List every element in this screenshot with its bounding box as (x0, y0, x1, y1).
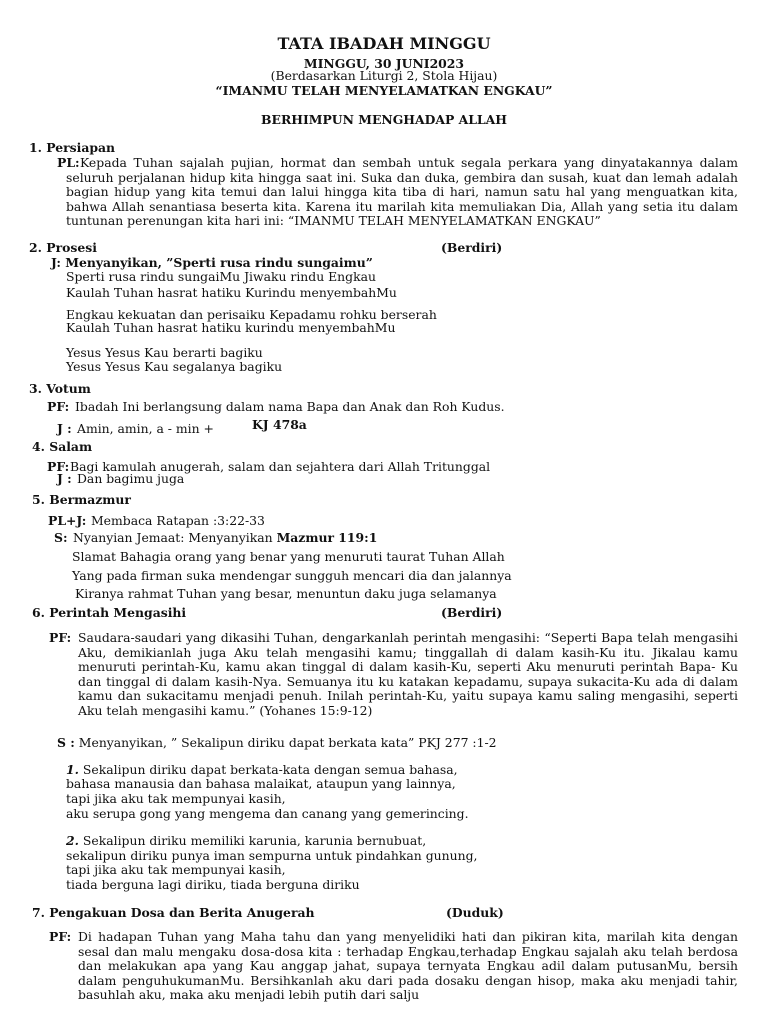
psalm-line: Kiranya rahmat Tuhan yang besar, menuntun daku juga selamanya (75, 586, 497, 601)
verse-line: bahasa manausia dan bahasa malaikat, ataupun yang lainnya, (66, 776, 456, 791)
verse-number: 1. (66, 762, 79, 777)
psalm-intro: Nyanyian Jemaat: Menyanyikan Mazmur 119:1 (73, 530, 378, 545)
pengakuan-text: Di hadapan Tuhan yang Maha tahu dan yang menyelidiki hati dan pikiran kita, marilah kita dengan sesal dan malu mengaku dosa-dosa kita : terhadap Engkau,terhadap Engkau sajalah aku telah berdosa dan melakukan apa yang Kau anggap jahat, supaya ternyata Engkau adil dalam putusanMu, bersih dalam penguhukumanMu. Bersihkanlah aku dari pada dosaku dengan hisop, maka aku menjadi tahir, basuhlah aku, maka aku menjadi lebih putih dari salju (78, 929, 738, 1003)
j-label: J : (57, 471, 72, 486)
song-line: Kaulah Tuhan hasrat hatiku Kurindu menyembahMu (66, 285, 397, 300)
heading-votum: 3. Votum (29, 381, 91, 396)
service-theme: “IMANMU TELAH MENYELAMATKAN ENGKAU” (215, 83, 553, 98)
song-line: Sperti rusa rindu sungaiMu Jiwaku rindu Engkau (66, 269, 376, 284)
reading-text: Membaca Ratapan :3:22-33 (91, 513, 265, 528)
verse-2 (66, 834, 426, 849)
posture-berdiri: (Berdiri) (441, 240, 503, 255)
service-date: MINGGU, 30 JUNI2023 (303, 56, 465, 71)
votum-text: Ibadah Ini berlangsung dalam nama Bapa dan Anak dan Roh Kudus. (75, 399, 505, 414)
song-intro: S : Menyanyikan, ” Sekalipun diriku dapat berkata kata” PKJ 277 :1-2 (57, 735, 497, 750)
heading-prosesi: 2. Prosesi (29, 240, 97, 255)
posture-duduk: (Duduk) (446, 905, 504, 920)
hymn-reference: KJ 478a (252, 417, 307, 432)
song-line: Yesus Yesus Kau segalanya bagiku (66, 359, 283, 374)
verse-line: Sekalipun diriku dapat berkata-kata dengan semua bahasa, (82, 762, 458, 777)
heading-bermazmur: 5. Bermazmur (32, 492, 131, 507)
psalm-line: Slamat Bahagia orang yang benar yang menuruti taurat Tuhan Allah (72, 549, 505, 564)
verse-number: 2. (66, 833, 79, 848)
section-title: BERHIMPUN MENGHADAP ALLAH (261, 112, 507, 127)
verse-line: Sekalipun diriku memiliki karunia, karunia bernubuat, (82, 833, 427, 848)
pl-j-label: PL+J: (48, 513, 87, 528)
heading-salam: 4. Salam (32, 439, 93, 454)
s-label: S: (54, 530, 68, 545)
liturgy-note: (Berdasarkan Liturgi 2, Stola Hijau) (270, 68, 498, 83)
salam-text: Bagi kamulah anugerah, salam dan sejahtera dari Allah Tritunggal (70, 459, 491, 474)
song-line: Yesus Yesus Kau berarti bagiku (66, 345, 263, 360)
heading-persiapan: 1. Persiapan (29, 140, 116, 155)
heading-perintah-mengasihi: 6. Perintah Mengasihi (32, 605, 187, 620)
heading-pengakuan-dosa: 7. Pengakuan Dosa dan Berita Anugerah (32, 905, 315, 920)
pf-label: PF: (49, 630, 72, 645)
song-line: Kaulah Tuhan hasrat hatiku kurindu menyembahMu (66, 320, 396, 335)
prosesi-song-title: J: Menyanyikan, ”Sperti rusa rindu sungaimu” (51, 255, 373, 270)
pf-label: PF: (47, 399, 70, 414)
verse-line: aku serupa gong yang mengema dan canang yang gemerincing. (66, 806, 469, 821)
psalm-reference: Mazmur 119:1 (276, 530, 378, 545)
salam-response: Dan bagimu juga (77, 471, 185, 486)
page-title: TATA IBADAH MINGGU (277, 34, 491, 53)
pf-label: PF: (49, 929, 72, 944)
perintah-text: Saudara-saudari yang dikasihi Tuhan, dengarkanlah perintah mengasihi: “Seperti Bapa telah mengasihi Aku, demikianlah juga Aku telah mengasihi kamu; tinggallah di dalam kasih-Ku itu. Jikalau kamu menuruti perintah-Ku, kamu akan tinggal di dalam kasih-Ku, seperti Aku menuruti perintah Bapa- Ku dan tinggal di dalam kasih-Nya. Semuanya itu ku katakan kepadamu, supaya sukacita-Ku ada di dalam kamu dan sukacitamu menjadi penuh. Inilah perintah-Ku, yaitu supaya kamu saling mengasihi, seperti Aku telah mengasihi kamu.” (Yohanes 15:9-12) (78, 630, 738, 718)
verse-line: tapi jika aku tak mempunyai kasih, (66, 791, 286, 806)
persiapan-text: Kepada Tuhan sajalah pujian, hormat dan sembah untuk segala perkara yang dinyatakannya dalam seluruh perjalanan hidup kita hingga saat ini. Suka dan duka, gembira dan susah, kuat dan lemah adalah bagian hidup yang kita temui dan lalui hingga kita tiba di hari, namun satu hal yang menguatkan kita, bahwa Allah senantiasa beserta kita. Karena itu marilah kita memuliakan Dia, Allah yang setia itu dalam tuntunan perenungan kita hari ini: “IMANMU TELAH MENYELAMATKAN ENGKAU” (66, 155, 738, 229)
pl-label: PL: (57, 155, 80, 170)
posture-berdiri: (Berdiri) (441, 605, 503, 620)
song-line: Engkau kekuatan dan perisaiku Kepadamu rohku berserah (66, 307, 437, 322)
verse-line: tiada berguna lagi diriku, tiada berguna diriku (66, 877, 360, 892)
j-label: J : (57, 421, 72, 436)
verse-line: sekalipun diriku punya iman sempurna untuk pindahkan gunung, (66, 848, 478, 863)
pf-label: PF: (47, 459, 70, 474)
verse-line: tapi jika aku tak mempunyai kasih, (66, 862, 286, 877)
psalm-line: Yang pada firman suka mendengar sungguh mencari dia dan jalannya (72, 568, 512, 583)
amen-response: Amin, amin, a - min + (77, 421, 214, 436)
